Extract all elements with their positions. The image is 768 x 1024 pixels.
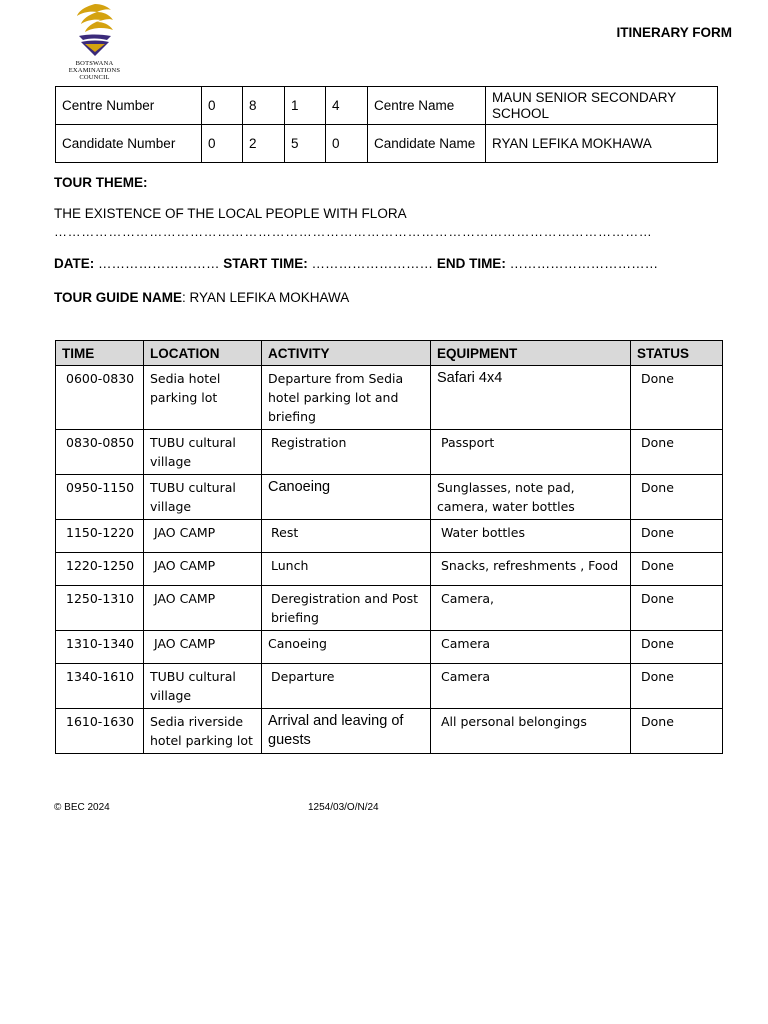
tour-theme-label: TOUR THEME:	[54, 175, 148, 190]
activity-cell: Lunch	[262, 553, 431, 586]
candidate-row	[56, 125, 718, 163]
time-cell: 1310-1340	[56, 631, 144, 664]
tour-theme-value: THE EXISTENCE OF THE LOCAL PEOPLE WITH FLORA	[54, 206, 407, 221]
candidate-info-table	[55, 86, 718, 163]
column-header: TIME	[56, 341, 144, 366]
bec-emblem-icon	[57, 0, 132, 60]
status-cell: Done	[631, 366, 723, 430]
status-cell: Done	[631, 664, 723, 709]
activity-cell: Deregistration and Post briefing	[262, 586, 431, 631]
equipment-cell: Camera	[431, 664, 631, 709]
end-time-label: END TIME:	[436, 256, 506, 271]
end-time-field: ……………………………	[509, 256, 659, 271]
status-cell: Done	[631, 553, 723, 586]
table-row	[56, 366, 723, 430]
centre-digit: 1	[285, 87, 326, 125]
location-cell: JAO CAMP	[144, 631, 262, 664]
table-row	[56, 553, 723, 586]
logo-caption: BOTSWANA EXAMINATIONS COUNCIL	[68, 60, 121, 81]
candidate-number-label: Candidate Number	[56, 125, 202, 163]
footer-copyright: © BEC 2024	[54, 802, 110, 813]
centre-digit: 0	[202, 87, 243, 125]
candidate-name-label: Candidate Name	[368, 125, 486, 163]
table-row	[56, 631, 723, 664]
equipment-cell: Camera	[431, 631, 631, 664]
table-row	[56, 475, 723, 520]
table-row	[56, 430, 723, 475]
activity-cell: Canoeing	[262, 631, 431, 664]
location-cell: Sedia hotel parking lot	[144, 366, 262, 430]
candidate-name-value: RYAN LEFIKA MOKHAWA	[486, 125, 718, 163]
time-cell: 0950-1150	[56, 475, 144, 520]
time-cell: 1340-1610	[56, 664, 144, 709]
status-cell: Done	[631, 709, 723, 754]
start-time-field: ………………………	[311, 256, 434, 271]
activity-cell: Registration	[262, 430, 431, 475]
table-row	[56, 586, 723, 631]
activity-cell: Canoeing	[262, 475, 431, 520]
time-cell: 1250-1310	[56, 586, 144, 631]
column-header: ACTIVITY	[262, 341, 431, 366]
status-cell: Done	[631, 430, 723, 475]
column-header: STATUS	[631, 341, 723, 366]
activity-cell: Departure	[262, 664, 431, 709]
location-cell: Sedia riverside hotel parking lot	[144, 709, 262, 754]
activity-cell: Rest	[262, 520, 431, 553]
table-header-row	[56, 341, 723, 366]
form-title: ITINERARY FORM	[616, 25, 732, 40]
activity-cell: Arrival and leaving of guests	[262, 709, 431, 754]
equipment-cell: Camera,	[431, 586, 631, 631]
status-cell: Done	[631, 631, 723, 664]
tour-guide-value: : RYAN LEFIKA MOKHAWA	[182, 290, 350, 305]
footer-code: 1254/03/O/N/24	[308, 802, 379, 813]
location-cell: JAO CAMP	[144, 586, 262, 631]
centre-digit: 4	[326, 87, 368, 125]
candidate-digit: 0	[326, 125, 368, 163]
tour-guide-label: TOUR GUIDE NAME	[54, 290, 183, 305]
time-cell: 1610-1630	[56, 709, 144, 754]
status-cell: Done	[631, 475, 723, 520]
centre-name-value: MAUN SENIOR SECONDARY SCHOOL	[486, 87, 718, 125]
activity-cell: Departure from Sedia hotel parking lot and briefing	[262, 366, 431, 430]
equipment-cell: Sunglasses, note pad, camera, water bottles	[431, 475, 631, 520]
time-cell: 0600-0830	[56, 366, 144, 430]
equipment-cell: Water bottles	[431, 520, 631, 553]
date-time-line	[54, 256, 658, 271]
centre-name-label: Centre Name	[368, 87, 486, 125]
location-cell: TUBU cultural village	[144, 664, 262, 709]
column-header: LOCATION	[144, 341, 262, 366]
status-cell: Done	[631, 586, 723, 631]
time-cell: 1220-1250	[56, 553, 144, 586]
candidate-digit: 2	[243, 125, 285, 163]
bec-logo	[57, 0, 132, 85]
equipment-cell: All personal belongings	[431, 709, 631, 754]
time-cell: 0830-0850	[56, 430, 144, 475]
itinerary-table	[55, 340, 723, 754]
location-cell: TUBU cultural village	[144, 430, 262, 475]
location-cell: JAO CAMP	[144, 520, 262, 553]
candidate-digit: 5	[285, 125, 326, 163]
start-time-label: START TIME:	[223, 256, 308, 271]
column-header: EQUIPMENT	[431, 341, 631, 366]
centre-number-label: Centre Number	[56, 87, 202, 125]
table-row	[56, 520, 723, 553]
location-cell: TUBU cultural village	[144, 475, 262, 520]
equipment-cell: Snacks, refreshments , Food	[431, 553, 631, 586]
equipment-cell: Passport	[431, 430, 631, 475]
equipment-cell: Safari 4x4	[431, 366, 631, 430]
date-field: ………………………	[98, 256, 220, 271]
time-cell: 1150-1220	[56, 520, 144, 553]
centre-digit: 8	[243, 87, 285, 125]
centre-row	[56, 87, 718, 125]
dotted-line: ……………………………………………………………………………………………………………………	[54, 224, 653, 239]
table-row	[56, 664, 723, 709]
status-cell: Done	[631, 520, 723, 553]
candidate-digit: 0	[202, 125, 243, 163]
date-label: DATE:	[54, 256, 95, 271]
table-row	[56, 709, 723, 754]
tour-guide-line	[54, 290, 349, 305]
location-cell: JAO CAMP	[144, 553, 262, 586]
